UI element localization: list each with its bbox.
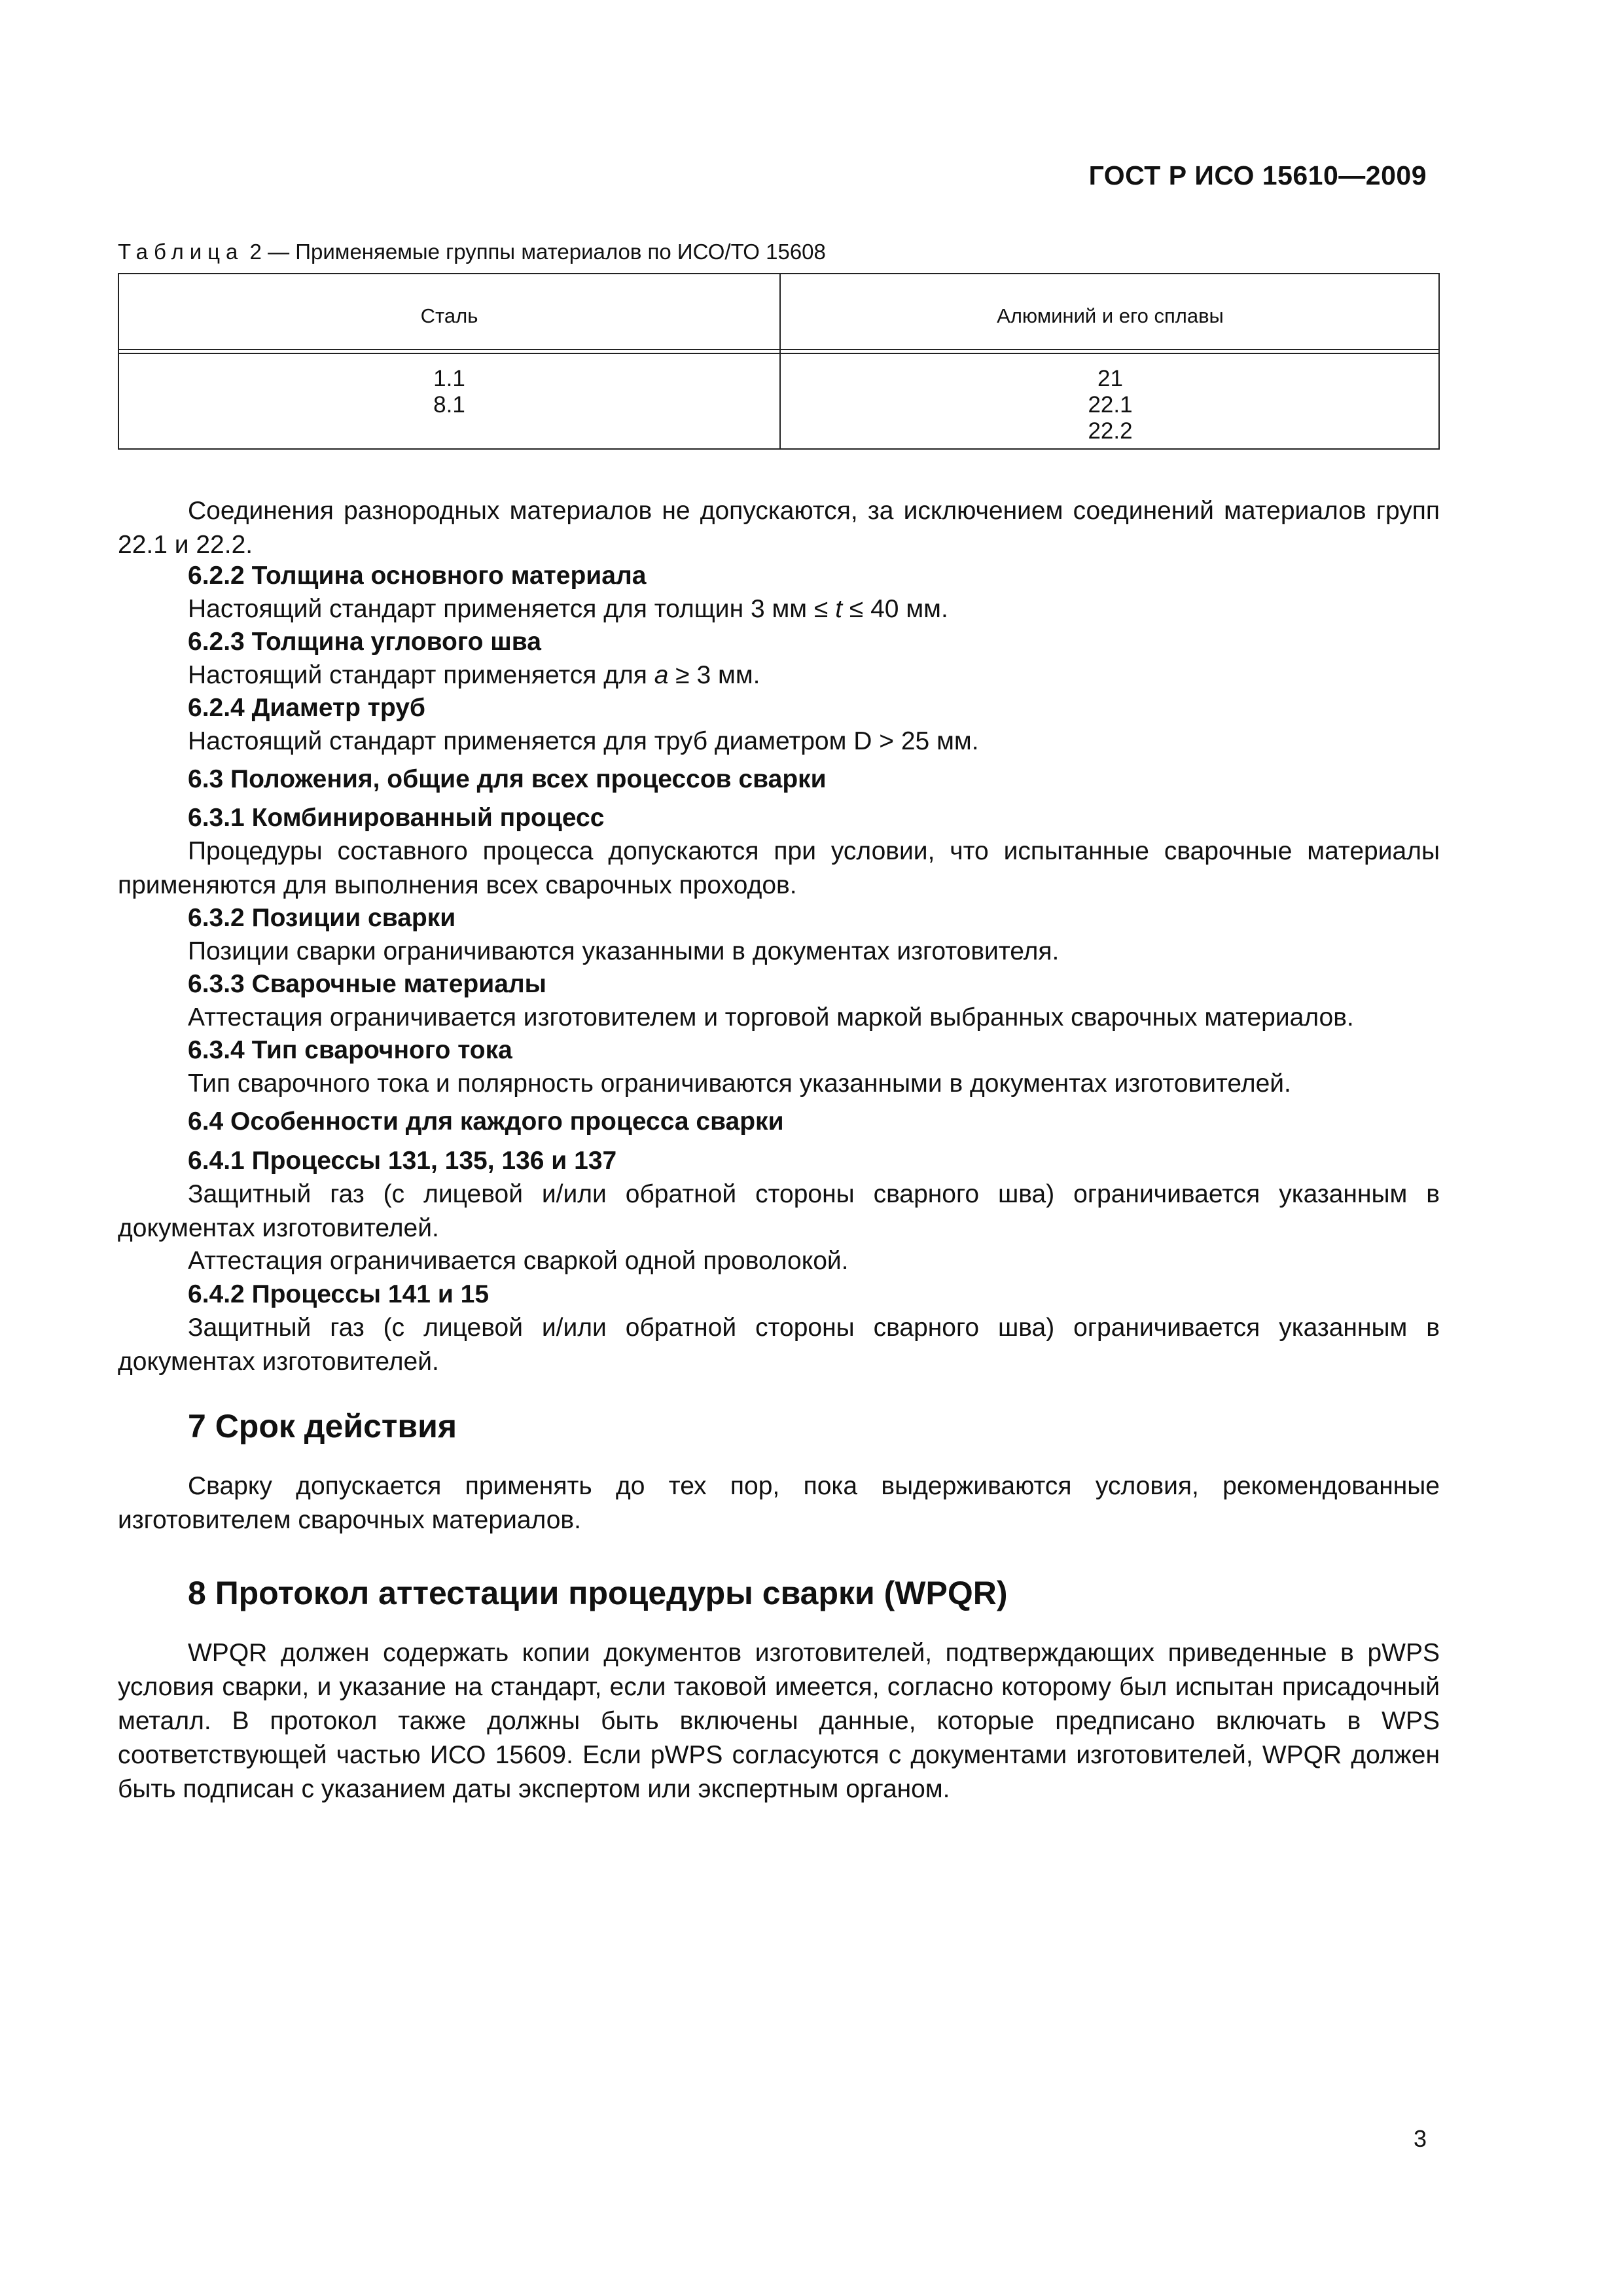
table-value: 22.2 — [1088, 418, 1133, 444]
heading-6-3-4: 6.3.4 Тип сварочного тока — [188, 1036, 512, 1064]
heading-6-3-2: 6.3.2 Позиции сварки — [188, 904, 456, 932]
heading-6-3-3: 6.3.3 Сварочные материалы — [188, 970, 546, 998]
variable-a: a — [654, 661, 669, 689]
table-cell-steel — [119, 366, 779, 418]
text-section-8: WPQR должен содержать копии документов изготовителей, подтверждающих приведенные в pWPS условия сварки, и указание на стандарт, если таковой имеется, согласно которому был испытан присадочный металл. В протокол также должны быть включены данные, которые предписано включать в WPS соответствующей частью ИСО 15609. Если pWPS согласуются с документами изготовителей, WPQR должен быть подписан с указанием даты экспертом или экспертным органом. — [118, 1639, 1440, 1803]
heading-6-3-1: 6.3.1 Комбинированный процесс — [188, 804, 605, 832]
table-header-rule-double — [119, 353, 1438, 354]
heading-6-4: 6.4 Особенности для каждого процесса сварки — [188, 1107, 784, 1136]
table-header-steel: Сталь — [420, 304, 478, 327]
heading-section-8: 8 Протокол аттестации процедуры сварки (WPQR) — [188, 1575, 1008, 1611]
text-6-4-1-wire: Аттестация ограничивается сваркой одной проволокой. — [188, 1247, 849, 1275]
variable-t: t — [835, 595, 843, 623]
table-caption-prefix: Таблица — [118, 240, 244, 264]
text-6-2-2 — [188, 592, 948, 626]
heading-6-3: 6.3 Положения, общие для всех процессов сварки — [188, 765, 827, 793]
page-number: 3 — [1414, 2125, 1427, 2152]
text-6-3-2: Позиции сварки ограничиваются указанными в документах изготовителя. — [188, 937, 1060, 965]
heading-6-2-4: 6.2.4 Диаметр труб — [188, 694, 425, 722]
table-cell-aluminium — [781, 366, 1440, 444]
text-part: Настоящий стандарт применяется для — [188, 661, 654, 689]
text-6-3-1: Процедуры составного процесса допускаются при условии, что испытанные сварочные материалы применяются для выполнения всех сварочных проходов. — [118, 837, 1440, 899]
text-section-7: Сварку допускается применять до тех пор, пока выдерживаются условия, рекомендованные изготовителем сварочных материалов. — [118, 1472, 1440, 1534]
document-header: ГОСТ Р ИСО 15610—2009 — [1088, 160, 1427, 190]
heading-6-2-3: 6.2.3 Толщина углового шва — [188, 628, 541, 656]
text-part: Настоящий стандарт применяется для толщин 3 мм ≤ — [188, 595, 836, 623]
text-6-4-1-gas: Защитный газ (с лицевой и/или обратной стороны сварного шва) ограничивается указанным в документах изготовителей. — [118, 1180, 1440, 1242]
paragraph-dissimilar: Соединения разнородных материалов не допускаются, за исключением соединений материалов групп 22.1 и 22.2. — [118, 497, 1440, 559]
text-6-3-3: Аттестация ограничивается изготовителем и торговой маркой выбранных сварочных материалов. — [188, 1003, 1354, 1031]
table-caption — [118, 240, 826, 264]
text-6-2-4: Настоящий стандарт применяется для труб диаметром D > 25 мм. — [188, 727, 979, 755]
table-value: 21 — [1097, 366, 1123, 391]
table-header-rule — [119, 349, 1438, 350]
text-6-3-4: Тип сварочного тока и полярность ограничиваются указанными в документах изготовителей. — [188, 1069, 1291, 1098]
text-6-4-2: Защитный газ (с лицевой и/или обратной стороны сварного шва) ограничивается указанным в документах изготовителей. — [118, 1314, 1440, 1376]
table-value: 1.1 — [433, 366, 465, 391]
heading-section-7: 7 Срок действия — [188, 1408, 457, 1444]
materials-table — [118, 273, 1440, 450]
text-6-2-3 — [188, 658, 760, 692]
table-header-aluminium: Алюминий и его сплавы — [997, 304, 1224, 327]
text-part: ≤ 40 мм. — [842, 595, 948, 623]
table-caption-text: 2 — Применяемые группы материалов по ИСО/ТО 15608 — [243, 240, 826, 264]
heading-6-4-2: 6.4.2 Процессы 141 и 15 — [188, 1280, 490, 1308]
table-value: 8.1 — [433, 392, 465, 418]
table-value: 22.1 — [1088, 392, 1133, 418]
heading-6-2-2: 6.2.2 Толщина основного материала — [188, 562, 647, 590]
text-part: ≥ 3 мм. — [668, 661, 760, 689]
heading-6-4-1: 6.4.1 Процессы 131, 135, 136 и 137 — [188, 1147, 617, 1175]
